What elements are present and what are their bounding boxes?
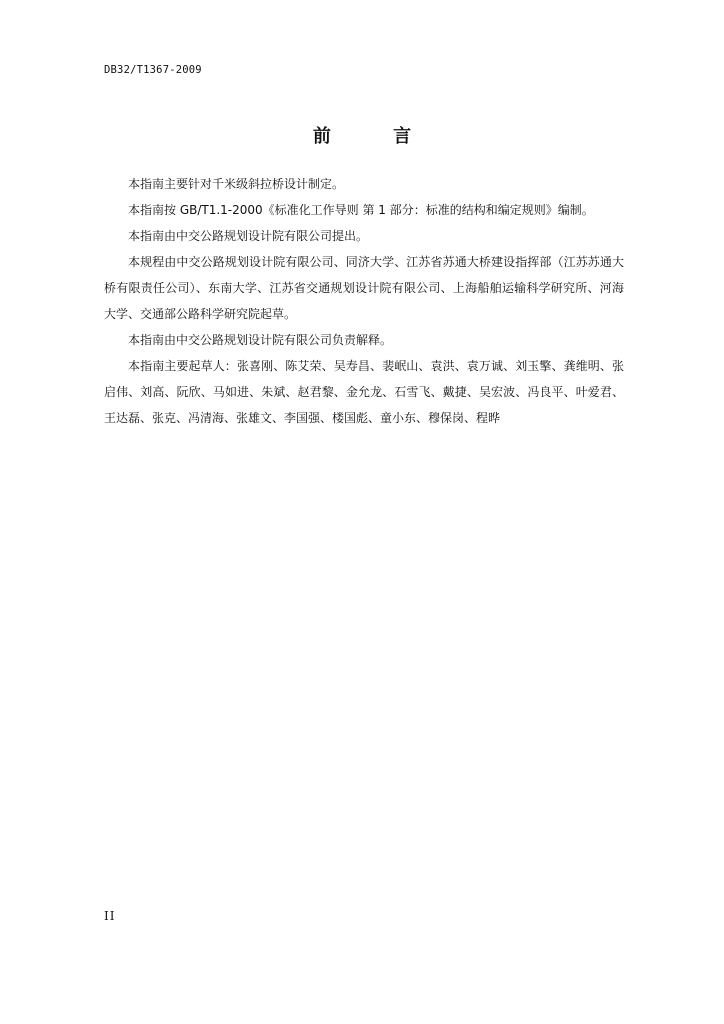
standard-code: DB32/T1367-2009 (104, 64, 202, 76)
paragraph-drafters: 本指南主要起草人：张喜刚、陈艾荣、吴寿昌、裴岷山、袁洪、袁万诚、刘玉擎、龚维明、张启伟、刘高、阮欣、马如进、朱斌、赵君黎、金允龙、石雪飞、戴捷、吴宏波、冯良平、叶爱君、王达磊、张克、冯清海、张雄文、李国强、楼国彪、童小东、穆保岗、程晔 (104, 359, 624, 425)
page-number: II (104, 909, 116, 923)
paragraph-standard-basis: 本指南按 GB/T1.1-2000《标准化工作导则 第 1 部分：标准的结构和编定规则》编制。 (128, 203, 594, 217)
page-title: 前 言 (312, 126, 440, 147)
paragraph-scope: 本指南主要针对千米级斜拉桥设计制定。 (128, 177, 345, 191)
paragraph-interpretation: 本指南由中交公路规划设计院有限公司负责解释。 (128, 333, 393, 347)
paragraph-proposer: 本指南由中交公路规划设计院有限公司提出。 (128, 229, 369, 243)
foreword-body (104, 171, 624, 431)
paragraph-drafting-units: 本规程由中交公路规划设计院有限公司、同济大学、江苏省苏通大桥建设指挥部（江苏苏通大桥有限责任公司）、东南大学、江苏省交通规划设计院有限公司、上海船舶运输科学研究所、河海大学、交通部公路科学研究院起草。 (104, 255, 624, 321)
